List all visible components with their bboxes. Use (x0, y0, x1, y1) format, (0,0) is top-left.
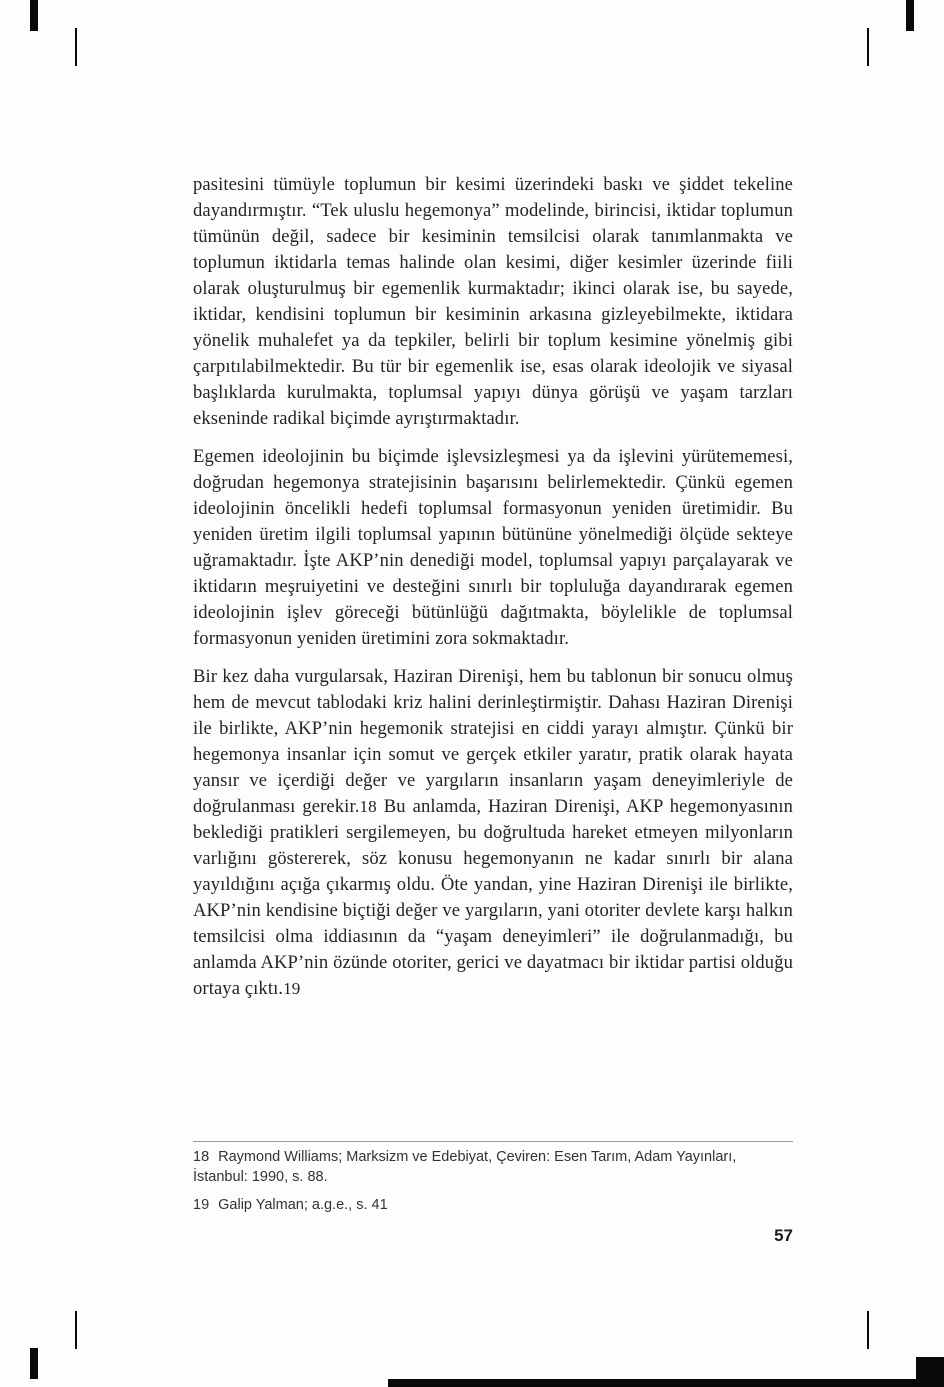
crop-mark-bottom-left-outer (30, 1348, 38, 1379)
footnote-text: Raymond Williams; Marksizm ve Edebiyat, Çeviren: Esen Tarım, Adam Yayınları, İstanbul: 1990, s. 88. (193, 1149, 737, 1185)
crop-mark-bottom-left-inner (75, 1311, 77, 1349)
body-paragraph-2: Egemen ideolojinin bu biçimde işlevsizleşmesi ya da işlevini yürütememesi, doğrudan hegemonya stratejisinin başarısını belirlemektedir. Çünkü egemen ideolojinin öncelikli hedefi toplumsal formasyonun yeniden üretimidir. Bu yeniden üretim ilgili toplumsal yapının bütününe yönelmediği ölçüde sekteye uğramaktadır. İşte AKP’nin denediği model, toplumsal yapıyı parçalayarak ve iktidarın meşruiyetini ve desteğini sınırlı bir topluluğa dayandırarak egemen ideolojinin işlev göreceği bütünlüğü dağıtmakta, böylelikle de toplumsal formasyonun yeniden üretimini zora sokmaktadır. (193, 446, 793, 649)
page-body-text (193, 172, 793, 1002)
footnote-separator-rule (193, 1141, 793, 1142)
page-number: 57 (774, 1226, 793, 1245)
scan-edge-artifact (388, 1379, 944, 1387)
footnote-item (193, 1148, 793, 1187)
crop-mark-top-right-outer (906, 0, 914, 31)
footnote-text: Galip Yalman; a.g.e., s. 41 (218, 1197, 388, 1213)
crop-mark-top-left-outer (30, 0, 38, 31)
footnote-reference-18: 18 (359, 797, 377, 816)
footnotes-section (193, 1141, 793, 1216)
footnote-number: 19 (193, 1197, 210, 1213)
footnote-number: 18 (193, 1149, 210, 1165)
crop-mark-top-left-inner (75, 28, 77, 66)
footnote-reference-19: 19 (283, 979, 301, 998)
footnote-item (193, 1196, 793, 1216)
body-paragraph-1: pasitesini tümüyle toplumun bir kesimi üzerindeki baskı ve şiddet tekeline dayandırmıştır. “Tek uluslu hegemonya” modelinde, birincisi, iktidar toplumun tümünün değil, sadece bir kesiminin temsilcisi olarak tanımlanmakta ve toplumun iktidarla temas halinde olan kesimi, diğer kesimler üzerinde fiili olarak oluşturulmuş bir egemenlik kurmaktadır; ikinci olarak ise, bu sayede, iktidar, kendisini toplumun bir kesiminin arkasına gizleyebilmekte, iktidara yönelik muhalefet ya da tepkiler, belirli bir toplum kesimine yönelmiş gibi çarpıtılabilmektedir. Bu tür bir egemenlik ise, esas olarak ideolojik ve siyasal başlıklarda kurulmakta, toplumsal yapıyı dünya görüşü ve yaşam tarzları ekseninde radikal biçimde ayrıştırmaktadır. (193, 174, 793, 429)
crop-mark-top-right-inner (867, 28, 869, 66)
paragraph-text: Bu anlamda, Haziran Direnişi, AKP hegemonyasının beklediği pratikleri sergilemeyen, bu doğrultuda hareket etmeyen milyonların varlığını göstererek, söz konusu hegemonyanın ne kadar sınırlı bir alana yayıldığını açığa çıkarmış oldu. Öte yandan, yine Haziran Direnişi ile birlikte, AKP’nin kendisine biçtiği değer ve yargıların, yani otoriter devlete karşı halkın temsilcisi olma iddiasının da “yaşam deneyimleri” ile doğrulanmadığı, bu anlamda AKP’nin özünde otoriter, gerici ve dayatmacı bir iktidar partisi olduğu ortaya çıktı. (193, 796, 794, 999)
paragraph-text: Bir kez daha vurgularsak, Haziran Direnişi, hem bu tablonun bir sonucu olmuş hem de mevcut tablodaki kriz halini derinleştirmiştir. Dahası Haziran Direnişi ile birlikte, AKP’nin hegemonik stratejisi en ciddi yarayı almıştır. Çünkü bir hegemonya insanlar için somut ve gerçek etkiler yaratır, pratik olarak hayata yansır ve içerdiği değer ve yargıların insanların yaşam deneyimleriyle de doğrulanması gerekir. (193, 666, 793, 817)
body-paragraph-3 (193, 664, 793, 1002)
crop-mark-bottom-right-inner (867, 1311, 869, 1349)
